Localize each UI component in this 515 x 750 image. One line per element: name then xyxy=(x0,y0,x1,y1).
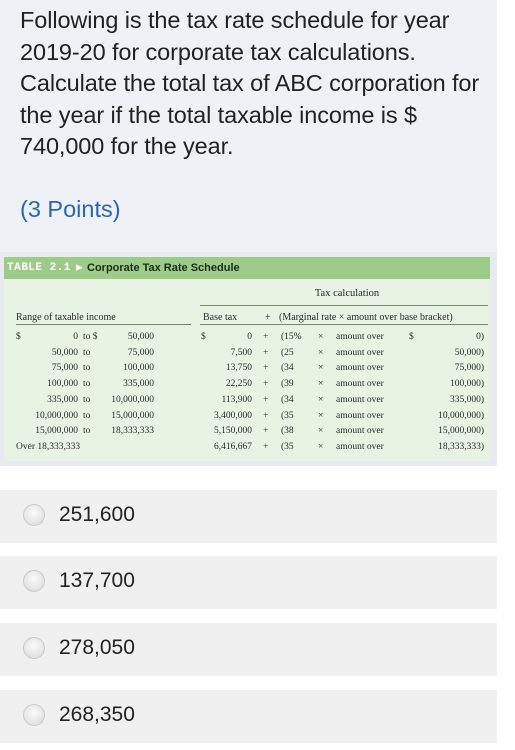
base-tax: 22,250 xyxy=(225,379,252,390)
chevron-right-icon: ▸ xyxy=(76,260,83,275)
base-bracket: 50,000) xyxy=(454,347,484,358)
table-title: Corporate Tax Rate Schedule xyxy=(87,262,240,274)
range-low-currency: $ xyxy=(16,332,21,342)
times-sign: × xyxy=(318,441,324,452)
range-high: 15,000,000 xyxy=(111,410,154,421)
amount-over: amount over xyxy=(336,347,384,358)
base-tax: 3,400,000 xyxy=(214,410,252,421)
header-rule xyxy=(200,305,488,306)
range-high: 100,000 xyxy=(123,363,154,374)
plus-sign: + xyxy=(263,332,269,342)
range-high: 18,333,333 xyxy=(111,426,154,437)
question-text: Following is the tax rate schedule for year 2019-20 for corporate tax calculations. Calculate the total tax of ABC corporation for the year if the total taxable income is $ 740,000 for the year. xyxy=(20,7,480,159)
amount-over: amount over xyxy=(336,379,384,390)
marginal-rate: (38 xyxy=(281,426,294,437)
answer-option-4[interactable] xyxy=(0,690,497,743)
range-high: 335,000 xyxy=(123,379,154,390)
range-to: to xyxy=(83,379,91,390)
range-low: 0 xyxy=(73,332,78,342)
tax-rate-table xyxy=(4,257,490,461)
marginal-rate: (35 xyxy=(281,410,294,421)
base-bracket: 75,000) xyxy=(454,363,484,374)
table-id: TABLE 2.1 xyxy=(7,262,71,274)
amount-over: amount over xyxy=(336,410,384,421)
plus-sign: + xyxy=(263,379,269,390)
marginal-rate: (39 xyxy=(281,379,294,390)
marginal-rate: (34 xyxy=(281,363,294,374)
range-to: to xyxy=(83,426,91,437)
base-tax: 7,500 xyxy=(230,347,252,358)
radio-button-icon[interactable] xyxy=(23,504,45,526)
radio-button-icon[interactable] xyxy=(23,570,45,592)
marginal-rate: (34 xyxy=(281,394,294,405)
amount-over: amount over xyxy=(336,363,384,374)
range-to: to xyxy=(83,363,91,374)
table-header-bar xyxy=(4,257,490,279)
base-bracket: 0) xyxy=(476,332,484,342)
amount-over: amount over xyxy=(336,426,384,437)
base-tax-currency: $ xyxy=(201,332,206,342)
range-low: 75,000 xyxy=(51,363,78,374)
plus-sign: + xyxy=(263,363,269,374)
plus-sign: + xyxy=(263,441,269,452)
times-sign: × xyxy=(318,410,324,421)
range-low: 335,000 xyxy=(47,394,78,405)
range-low: 10,000,000 xyxy=(35,410,78,421)
answer-option-2[interactable] xyxy=(0,556,497,609)
question-card xyxy=(0,0,497,252)
marginal-rate: (25 xyxy=(281,347,294,358)
tax-table-image xyxy=(0,252,497,466)
base-tax: 6,416,667 xyxy=(214,441,252,452)
option-label: 137,700 xyxy=(59,569,135,592)
col-range-header: Range of taxable income xyxy=(16,312,116,323)
range-to: to xyxy=(83,347,91,358)
range-to: to xyxy=(83,410,91,421)
times-sign: × xyxy=(318,394,324,405)
times-sign: × xyxy=(318,379,324,390)
plus-sign: + xyxy=(263,426,269,437)
plus-sign: + xyxy=(263,394,269,405)
base-bracket: 335,000) xyxy=(449,394,484,405)
base-bracket: 10,000,000) xyxy=(438,410,484,421)
range-high: 10,000,000 xyxy=(111,394,154,405)
option-label: 251,600 xyxy=(59,503,135,526)
base-tax: 5,150,000 xyxy=(214,426,252,437)
col-marginal-header: (Marginal rate × amount over base bracket) xyxy=(279,312,453,323)
times-sign: × xyxy=(318,426,324,437)
tax-calculation-header: Tax calculation xyxy=(314,288,380,299)
range-high: 75,000 xyxy=(127,347,154,358)
answer-option-3[interactable] xyxy=(0,623,497,676)
range-rule xyxy=(16,324,191,325)
bracket-currency: $ xyxy=(409,332,414,342)
amount-over: amount over xyxy=(336,394,384,405)
base-tax: 0 xyxy=(247,332,252,342)
base-bracket: 18,333,333) xyxy=(438,441,484,452)
base-tax: 13,750 xyxy=(225,363,252,374)
times-sign: × xyxy=(318,332,324,342)
times-sign: × xyxy=(318,347,324,358)
range-low: 50,000 xyxy=(51,347,78,358)
times-sign: × xyxy=(318,363,324,374)
range-high: 50,000 xyxy=(127,332,154,342)
plus-sign: + xyxy=(263,410,269,421)
answer-option-1[interactable] xyxy=(0,490,497,543)
base-tax: 113,900 xyxy=(221,394,252,405)
amount-over: amount over xyxy=(336,441,384,452)
marginal-rate: (15% xyxy=(281,332,302,342)
range-low: Over 18,333,333 xyxy=(16,441,81,452)
col-plus-header: + xyxy=(265,312,271,323)
question-points: (3 Points) xyxy=(20,196,121,222)
range-to: to $ xyxy=(83,332,98,342)
base-bracket: 15,000,000) xyxy=(438,426,484,437)
plus-sign: + xyxy=(263,347,269,358)
option-label: 278,050 xyxy=(59,636,135,659)
option-label: 268,350 xyxy=(59,703,135,726)
radio-button-icon[interactable] xyxy=(23,637,45,659)
amount-over: amount over xyxy=(336,332,384,342)
range-low: 15,000,000 xyxy=(35,426,78,437)
range-low: 100,000 xyxy=(47,379,78,390)
marginal-rate: (35 xyxy=(281,441,294,452)
radio-button-icon[interactable] xyxy=(23,704,45,726)
range-to: to xyxy=(83,394,91,405)
base-bracket: 100,000) xyxy=(449,379,484,390)
calc-rule xyxy=(200,324,488,325)
col-base-tax-header: Base tax xyxy=(203,312,238,323)
